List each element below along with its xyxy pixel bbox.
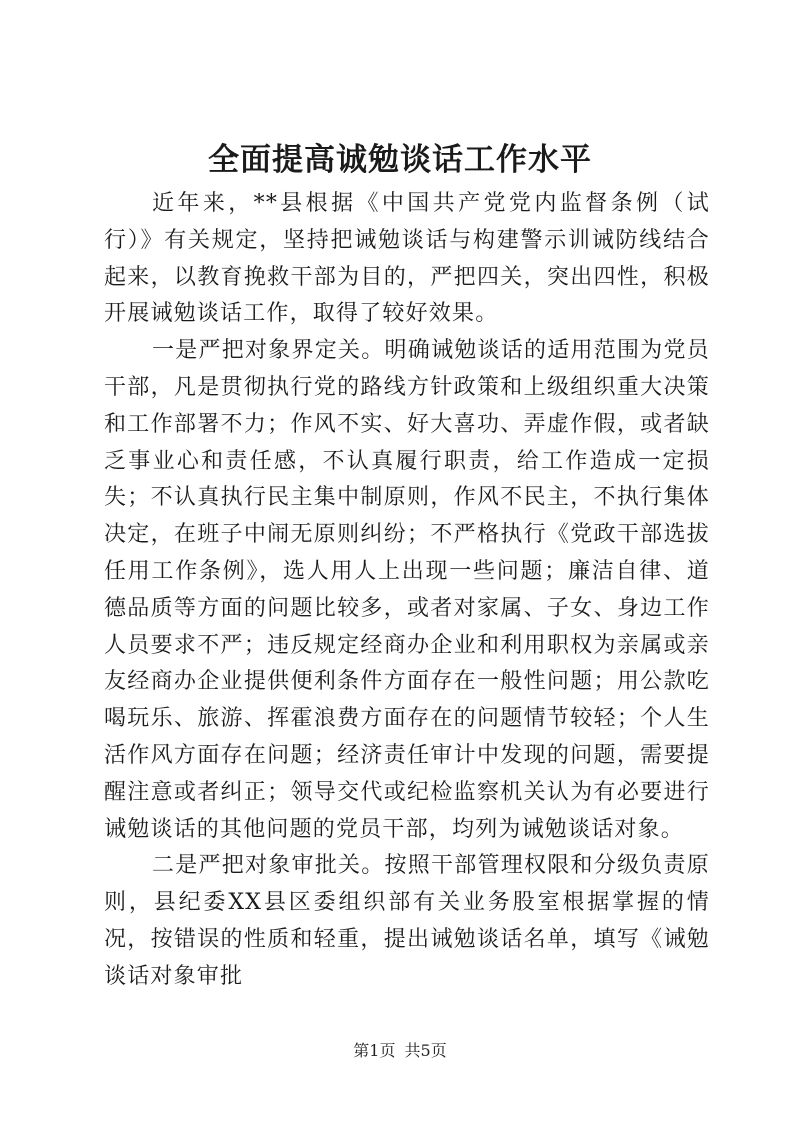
page-footer	[0, 1040, 800, 1062]
document-body	[104, 186, 710, 996]
document-title: 全面提高诚勉谈话工作水平	[208, 142, 592, 178]
paragraph-intro: 近年来，**县根据《中国共产党党内监督条例（试行）》有关规定，坚持把诫勉谈话与构建警示训诫防线结合起来，以教育挽救干部为目的，严把四关，突出四性，积极开展诫勉谈话工作，取得了较好效果。	[104, 191, 710, 327]
paragraph-object-approval: 二是严把对象审批关。按照干部管理权限和分级负责原则，县纪委XX县区委组织部有关业务股室根据掌握的情况，按错误的性质和轻重，提出诫勉谈话名单，填写《诫勉谈话对象审批	[104, 853, 710, 989]
page-number: 第1页	[353, 1041, 396, 1060]
page-total: 共5页	[404, 1041, 447, 1060]
paragraph-object-definition: 一是严把对象界定关。明确诫勉谈话的适用范围为党员干部，凡是贯彻执行党的路线方针政策和上级组织重大决策和工作部署不力；作风不实、好大喜功、弄虚作假，或者缺乏事业心和责任感，不认真履行职责，给工作造成一定损失；不认真执行民主集中制原则，作风不民主，不执行集体决定，在班子中闹无原则纠纷；不严格执行《党政干部选拔任用工作条例》，选人用人上出现一些问题；廉洁自律、道德品质等方面的问题比较多，或者对家属、子女、身边工作人员要求不严；违反规定经商办企业和利用职权为亲属或亲友经商办企业提供便利条件方面存在一般性问题；用公款吃喝玩乐、旅游、挥霍浪费方面存在的问题情节较轻；个人生活作风方面存在问题；经济责任审计中发现的问题，需要提醒注意或者纠正；领导交代或纪检监察机关认为有必要进行诫勉谈话的其他问题的党员干部，均列为诫勉谈话对象。	[104, 338, 710, 842]
